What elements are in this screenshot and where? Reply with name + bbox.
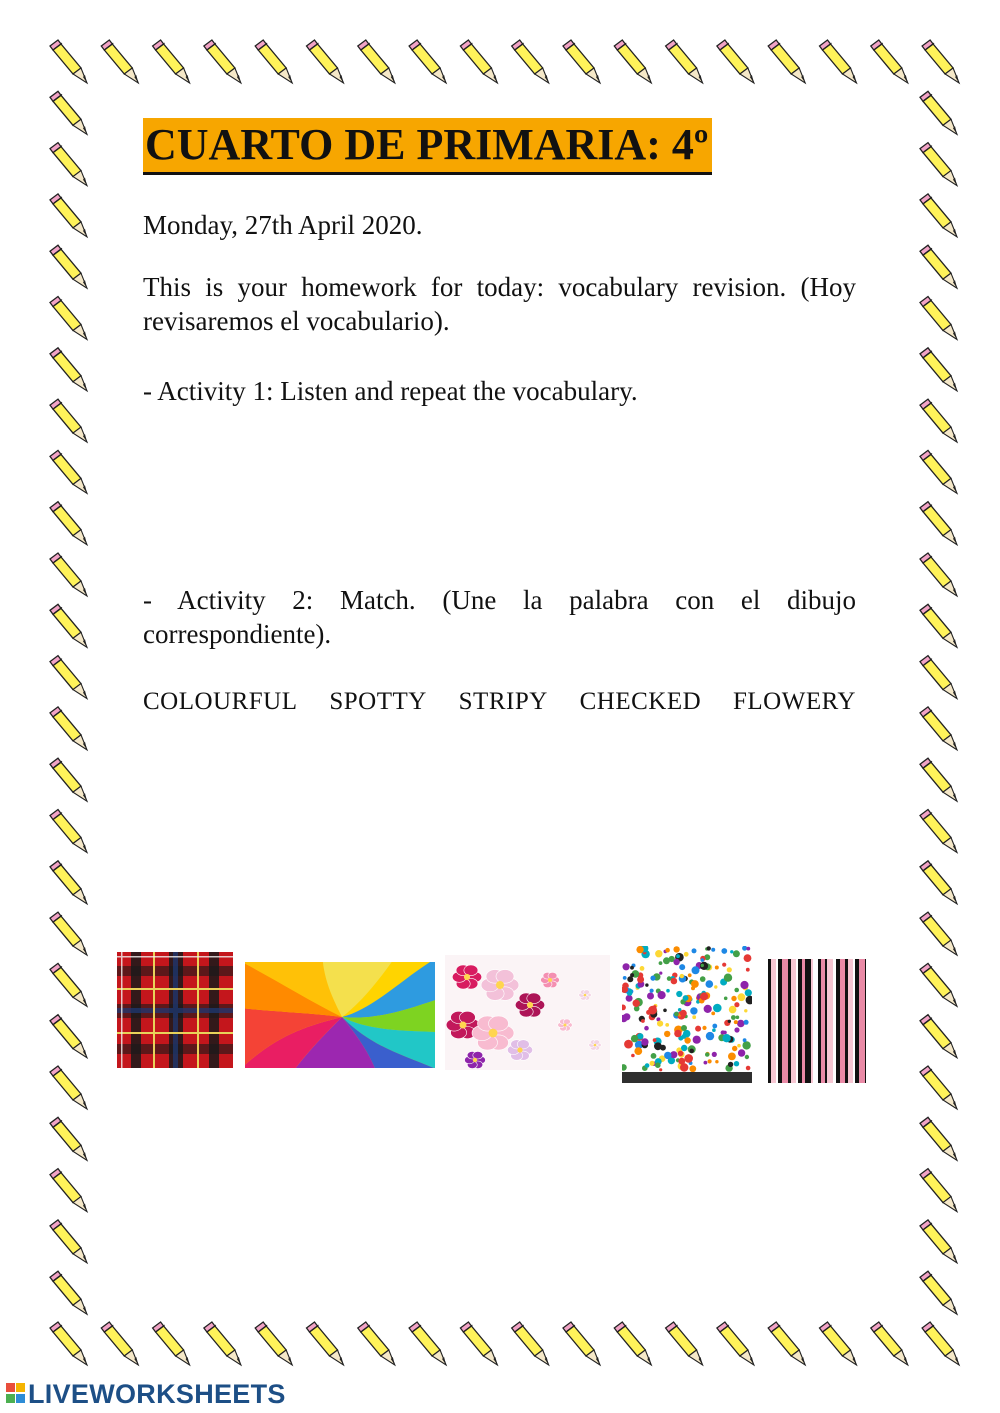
dot <box>623 976 627 980</box>
dot <box>740 981 748 989</box>
pencil-icon <box>614 1322 651 1365</box>
stripe <box>821 959 825 1083</box>
dot <box>665 948 670 953</box>
pencil-icon <box>50 502 87 545</box>
dot <box>700 992 708 1000</box>
pencil-icon <box>920 1015 957 1058</box>
dot <box>742 1041 750 1049</box>
pencil-icon <box>920 707 957 750</box>
pencil-icon <box>50 91 87 134</box>
dot <box>664 1031 670 1037</box>
dot <box>708 1059 712 1063</box>
dot <box>634 1047 642 1055</box>
pencil-icon <box>460 1322 497 1365</box>
dot <box>674 1030 681 1037</box>
dot <box>722 1034 730 1042</box>
pencil-icon <box>920 194 957 237</box>
dot <box>738 1049 745 1056</box>
flower <box>515 993 544 1017</box>
stripe <box>840 959 845 1083</box>
stripe <box>802 959 805 1083</box>
pencil-icon <box>358 40 395 83</box>
pencil-icon <box>920 912 957 955</box>
word-flowery[interactable]: FLOWERY <box>733 688 856 715</box>
dot <box>744 1020 749 1025</box>
pencil-icon <box>920 245 957 288</box>
pencil-icon <box>50 1117 87 1160</box>
dot <box>745 1055 749 1059</box>
pencil-icon <box>50 143 87 186</box>
dot <box>731 996 736 1001</box>
dot <box>711 948 715 952</box>
stripe <box>768 959 771 1083</box>
dot <box>692 966 700 974</box>
word-checked[interactable]: CHECKED <box>579 688 702 715</box>
pencil-icon <box>50 348 87 391</box>
dot <box>664 1052 671 1059</box>
page-title: CUARTO DE PRIMARIA: 4º <box>143 118 712 175</box>
dot <box>655 1062 661 1068</box>
stripe <box>771 959 776 1083</box>
dot <box>680 1010 687 1017</box>
dot <box>645 1063 650 1068</box>
dot <box>693 1036 701 1044</box>
pencil-icon <box>50 245 87 288</box>
dot <box>623 963 630 970</box>
dot <box>650 1061 655 1066</box>
flower <box>589 1040 602 1050</box>
pencil-icon <box>50 656 87 699</box>
pencil-icon <box>50 297 87 340</box>
pencil-icon <box>409 1322 446 1365</box>
dot <box>728 1053 736 1061</box>
dot <box>684 1054 693 1063</box>
dot <box>706 980 714 988</box>
flower <box>465 1051 486 1068</box>
dot <box>683 995 689 1001</box>
pencil-icon <box>50 810 87 853</box>
stripe <box>865 959 866 1083</box>
pencil-icon <box>50 194 87 237</box>
dot <box>682 1034 687 1039</box>
flower <box>481 970 519 1001</box>
pencil-icon <box>101 40 138 83</box>
dot <box>727 967 732 972</box>
logo-icon <box>6 1383 26 1405</box>
flower <box>579 990 592 1000</box>
rainbow-swirl-picture[interactable] <box>245 962 435 1068</box>
dot <box>630 966 634 970</box>
stripe <box>782 959 788 1083</box>
pencil-icon <box>563 40 600 83</box>
dot <box>724 974 732 982</box>
dot <box>624 1040 633 1049</box>
pencil-icon <box>50 963 87 1006</box>
stripe <box>788 959 791 1083</box>
dot <box>658 991 666 999</box>
pencil-icon <box>50 399 87 442</box>
pencil-icon <box>717 40 754 83</box>
stripe <box>848 959 853 1083</box>
dot <box>723 1031 727 1035</box>
flower <box>507 1040 532 1061</box>
dot <box>738 993 746 1001</box>
dot <box>651 1053 657 1059</box>
stripe <box>845 959 848 1083</box>
dot <box>737 1044 741 1048</box>
dot <box>637 976 644 983</box>
activity-1-text: - Activity 1: Listen and repeat the vocabulary. <box>143 376 638 406</box>
dot <box>681 1025 687 1031</box>
tartan-picture[interactable] <box>117 952 233 1068</box>
pencil-icon <box>666 40 703 83</box>
pencil-icon <box>920 758 957 801</box>
pencil-icon <box>50 1015 87 1058</box>
dot <box>654 1042 662 1050</box>
pencil-icon <box>920 861 957 904</box>
pencil-icon <box>920 1066 957 1109</box>
pencil-icon <box>153 40 190 83</box>
dot <box>640 966 645 971</box>
dot <box>657 1021 663 1027</box>
dot <box>644 1026 649 1031</box>
pencil-icon <box>920 963 957 1006</box>
dots-picture[interactable] <box>622 946 752 1083</box>
stripe <box>836 959 840 1083</box>
dot <box>730 950 733 953</box>
flower <box>541 972 560 987</box>
pencil-icon <box>922 1322 959 1365</box>
dot <box>679 964 685 970</box>
stripe <box>859 959 865 1083</box>
pencil-icon <box>50 861 87 904</box>
dot <box>630 973 634 977</box>
pencil-icon <box>920 399 957 442</box>
dot <box>650 989 654 993</box>
dot <box>706 1032 714 1040</box>
dot <box>724 997 728 1001</box>
dot <box>665 1023 669 1027</box>
word-list <box>143 686 856 718</box>
dot <box>721 948 727 954</box>
pencil-icon <box>871 40 908 83</box>
dot <box>746 968 750 972</box>
pencil-icon <box>50 40 87 83</box>
dot <box>688 973 692 977</box>
dot <box>712 1024 717 1029</box>
stripe <box>827 959 833 1083</box>
liveworksheets-logo <box>6 1378 286 1410</box>
flowers-picture[interactable] <box>445 955 610 1070</box>
stripe <box>776 959 778 1083</box>
pencil-icon <box>512 40 549 83</box>
dot <box>678 1058 685 1065</box>
stripe <box>853 959 855 1083</box>
dot <box>674 1012 679 1017</box>
dot <box>633 1000 640 1007</box>
stripe <box>805 959 811 1083</box>
stripe <box>855 959 859 1083</box>
dot <box>743 1038 747 1042</box>
pencil-icon <box>920 1169 957 1212</box>
stripe <box>818 959 821 1083</box>
dot <box>636 946 643 953</box>
pencil-icon <box>307 40 344 83</box>
pencil-icon <box>460 40 497 83</box>
dot <box>722 963 726 967</box>
dot <box>627 976 633 982</box>
stripe <box>798 959 802 1083</box>
pencil-icon <box>920 604 957 647</box>
pencil-icon <box>50 553 87 596</box>
word-spotty[interactable]: SPOTTY <box>329 688 427 715</box>
pencil-icon <box>920 348 957 391</box>
stripe <box>778 959 782 1083</box>
pencil-icon <box>50 450 87 493</box>
flower <box>472 1016 514 1050</box>
date-text: Monday, 27th April 2020. <box>143 210 423 240</box>
dot <box>641 1038 648 1045</box>
dot <box>678 1051 684 1057</box>
stripes-picture[interactable] <box>768 959 866 1083</box>
pencil-icon <box>768 1322 805 1365</box>
stripe <box>796 959 798 1083</box>
pencil-icon <box>307 1322 344 1365</box>
flower <box>452 965 481 989</box>
pencil-icon <box>50 912 87 955</box>
dot <box>645 983 648 986</box>
flower <box>558 1019 573 1031</box>
pencil-icon <box>920 656 957 699</box>
pencil-icon <box>768 40 805 83</box>
pencil-icon <box>204 40 241 83</box>
pencil-icon <box>614 40 651 83</box>
dot <box>673 959 679 965</box>
dot <box>705 1052 709 1056</box>
dot <box>702 1026 706 1030</box>
dot <box>701 958 705 962</box>
dot <box>734 1027 739 1032</box>
dot <box>712 1028 716 1032</box>
dot <box>659 972 662 975</box>
pencil-icon <box>871 1322 908 1365</box>
dot <box>704 1061 708 1065</box>
pencil-icon <box>204 1322 241 1365</box>
dot <box>684 952 689 957</box>
activity-2-text: - Activity 2: Match. (Une la palabra con el dibujo correspondiente). <box>143 585 856 649</box>
pencil-icon <box>255 40 292 83</box>
pencil-icon <box>50 707 87 750</box>
dot <box>745 989 752 996</box>
pencil-icon <box>563 1322 600 1365</box>
pencil-icon <box>50 1322 87 1365</box>
dot <box>732 1046 737 1051</box>
dot <box>691 980 699 988</box>
dot <box>692 1015 696 1019</box>
pencil-icon <box>920 553 957 596</box>
dot <box>704 1005 712 1013</box>
word-stripy[interactable]: STRIPY <box>458 688 548 715</box>
dot <box>680 1063 688 1071</box>
stripe <box>811 959 813 1083</box>
pencil-icon <box>101 1322 138 1365</box>
dot <box>692 948 697 953</box>
pencil-icon <box>50 1066 87 1109</box>
dot <box>746 1066 751 1071</box>
dot <box>676 954 680 958</box>
dot <box>647 993 654 1000</box>
dot <box>655 950 662 957</box>
pencil-icon <box>920 143 957 186</box>
dot <box>734 1020 738 1024</box>
pencil-icon <box>820 40 857 83</box>
dot <box>707 946 711 950</box>
dot <box>659 1068 662 1071</box>
pencil-icon <box>50 1220 87 1263</box>
pencil-icon <box>920 91 957 134</box>
dot <box>746 947 750 951</box>
dot <box>728 1062 733 1067</box>
dot <box>653 1038 657 1042</box>
dot <box>695 1026 701 1032</box>
dot <box>701 964 704 967</box>
pencil-icon <box>920 810 957 853</box>
dot <box>663 957 670 964</box>
pencil-icon <box>50 758 87 801</box>
dot <box>671 978 678 985</box>
dot <box>631 1035 638 1042</box>
dot <box>663 1009 667 1013</box>
dot <box>676 991 682 997</box>
dot <box>680 974 684 978</box>
pencil-icon <box>666 1322 703 1365</box>
dot <box>734 1002 739 1007</box>
dot <box>641 1019 645 1023</box>
pencil-icon <box>255 1322 292 1365</box>
dot <box>744 1009 747 1012</box>
pencil-icon <box>717 1322 754 1365</box>
pencil-icon <box>920 297 957 340</box>
dot <box>734 988 739 993</box>
dot <box>650 976 655 981</box>
dot <box>744 954 752 962</box>
stripe <box>813 959 818 1083</box>
dot <box>659 961 663 965</box>
pencil-icon <box>512 1322 549 1365</box>
dot <box>713 1004 722 1013</box>
pencil-icon <box>358 1322 395 1365</box>
dot <box>737 1020 745 1028</box>
dot <box>648 1006 657 1015</box>
pencil-icon <box>922 40 959 83</box>
dot <box>673 946 679 952</box>
word-colourful[interactable]: COLOURFUL <box>143 688 298 715</box>
dot <box>715 966 719 970</box>
stripe <box>791 959 796 1083</box>
pencil-icon <box>920 1117 957 1160</box>
pencil-icon <box>50 1271 87 1314</box>
pencil-icon <box>50 604 87 647</box>
dot <box>689 1065 696 1072</box>
pencil-icon <box>820 1322 857 1365</box>
pencil-icon <box>920 450 957 493</box>
dot <box>681 1045 687 1051</box>
dot <box>690 1007 697 1014</box>
pencil-icon <box>153 1322 190 1365</box>
dot <box>734 1061 739 1066</box>
dot <box>712 1052 717 1057</box>
dot <box>631 1054 635 1058</box>
pencil-icon <box>920 1220 957 1263</box>
intro-text: This is your homework for today: vocabulary revision. (Hoy revisaremos el vocabulario). <box>143 272 856 336</box>
dot <box>700 976 706 982</box>
dot <box>714 985 717 988</box>
dot <box>731 1015 736 1020</box>
dot <box>689 1049 694 1054</box>
pencil-icon <box>409 40 446 83</box>
stripe <box>825 959 827 1083</box>
dot <box>736 1016 740 1020</box>
stripe <box>833 959 836 1083</box>
pencil-icon <box>50 1169 87 1212</box>
logo-text: LIVEWORKSHEETS <box>28 1378 286 1409</box>
pencil-icon <box>920 502 957 545</box>
dot <box>666 989 670 993</box>
dot <box>711 1012 715 1016</box>
dot <box>715 1060 718 1063</box>
dot <box>729 1006 737 1014</box>
dot <box>728 1020 731 1023</box>
pencil-icon <box>920 1271 957 1314</box>
dot <box>733 950 740 957</box>
